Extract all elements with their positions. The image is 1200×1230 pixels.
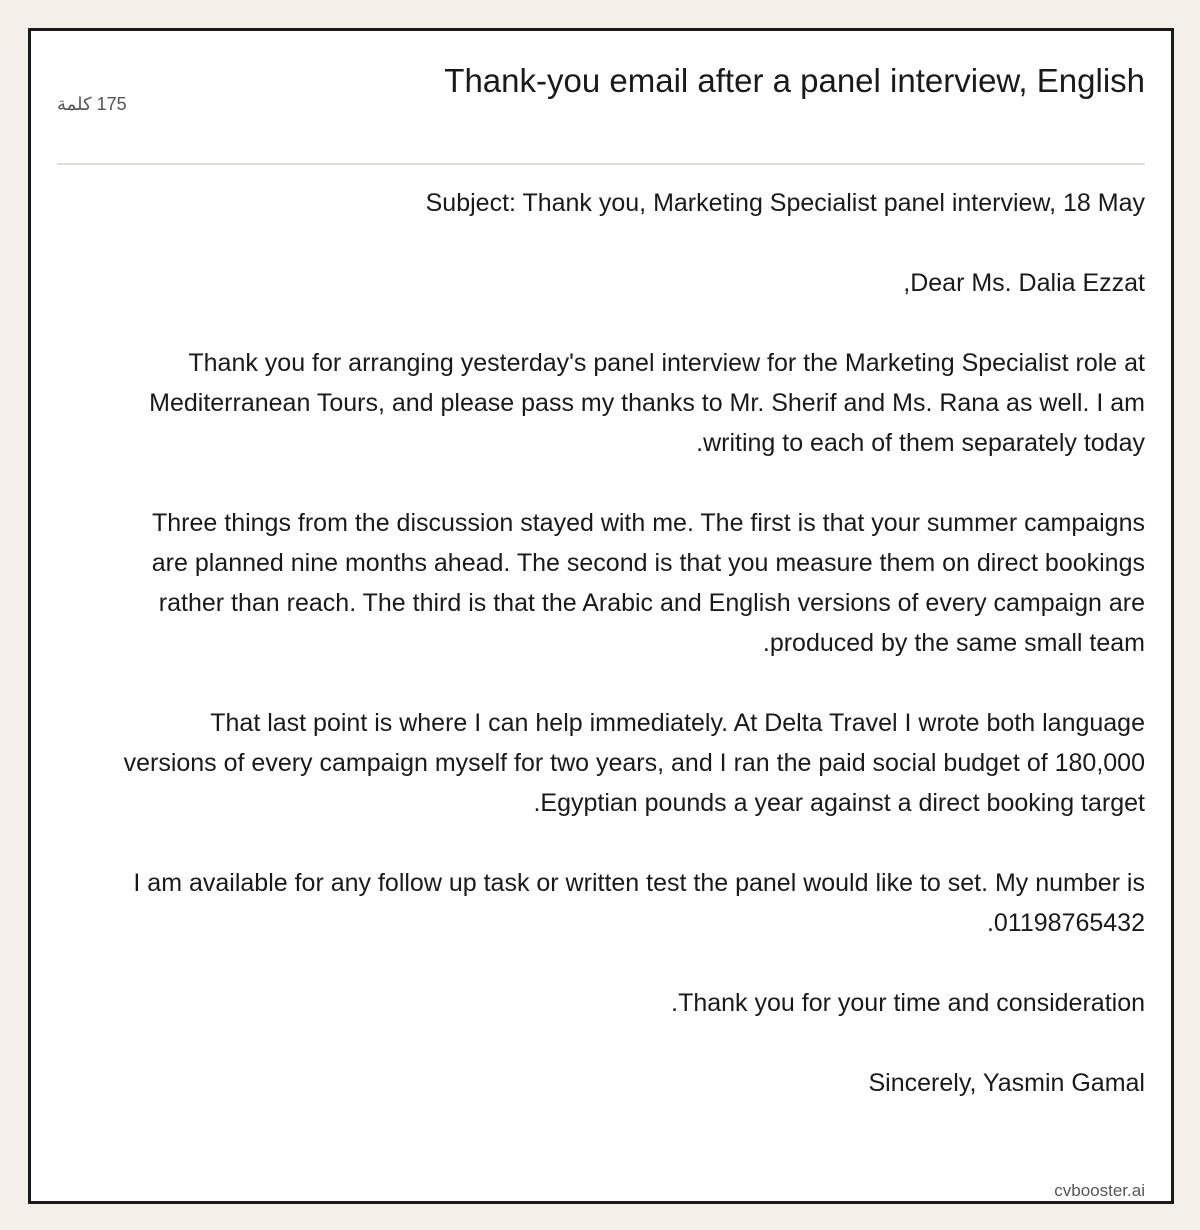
email-paragraph-3: That last point is where I can help immediately. At Delta Travel I wrote both language versions of every campaign myself for two years, and I ran the paid social budget of 180,000 Egyptian pounds a year against a direct booking target. bbox=[123, 709, 1145, 817]
email-paragraph-2: Three things from the discussion stayed with me. The first is that your summer campaigns are planned nine months ahead. The second is that you measure them on direct bookings rather than reach. The third is that the Arabic and English versions of every campaign are produced by the same small team. bbox=[151, 509, 1145, 657]
email-closing-line: Thank you for your time and consideration. bbox=[671, 989, 1145, 1017]
card-header bbox=[57, 59, 1145, 165]
page-title: Thank-you email after a panel interview, English bbox=[444, 62, 1145, 99]
email-signature: Sincerely, Yasmin Gamal bbox=[868, 1069, 1145, 1097]
email-subject: Subject: Thank you, Marketing Specialist panel interview, 18 May bbox=[425, 189, 1145, 217]
email-greeting: Dear Ms. Dalia Ezzat, bbox=[903, 269, 1145, 297]
email-paragraph-4: I am available for any follow up task or written test the panel would like to set. My number is 01198765432. bbox=[133, 869, 1145, 937]
brand-footer: cvbooster.ai bbox=[1054, 1181, 1145, 1200]
email-paragraph-1: Thank you for arranging yesterday's panel interview for the Marketing Specialist role at Mediterranean Tours, and please pass my thanks to Mr. Sherif and Ms. Rana as well. I am writing to each of them separately today. bbox=[149, 349, 1145, 457]
email-body bbox=[115, 183, 1145, 1103]
email-card bbox=[28, 28, 1174, 1204]
word-count-badge: 175 كلمة bbox=[57, 94, 127, 114]
